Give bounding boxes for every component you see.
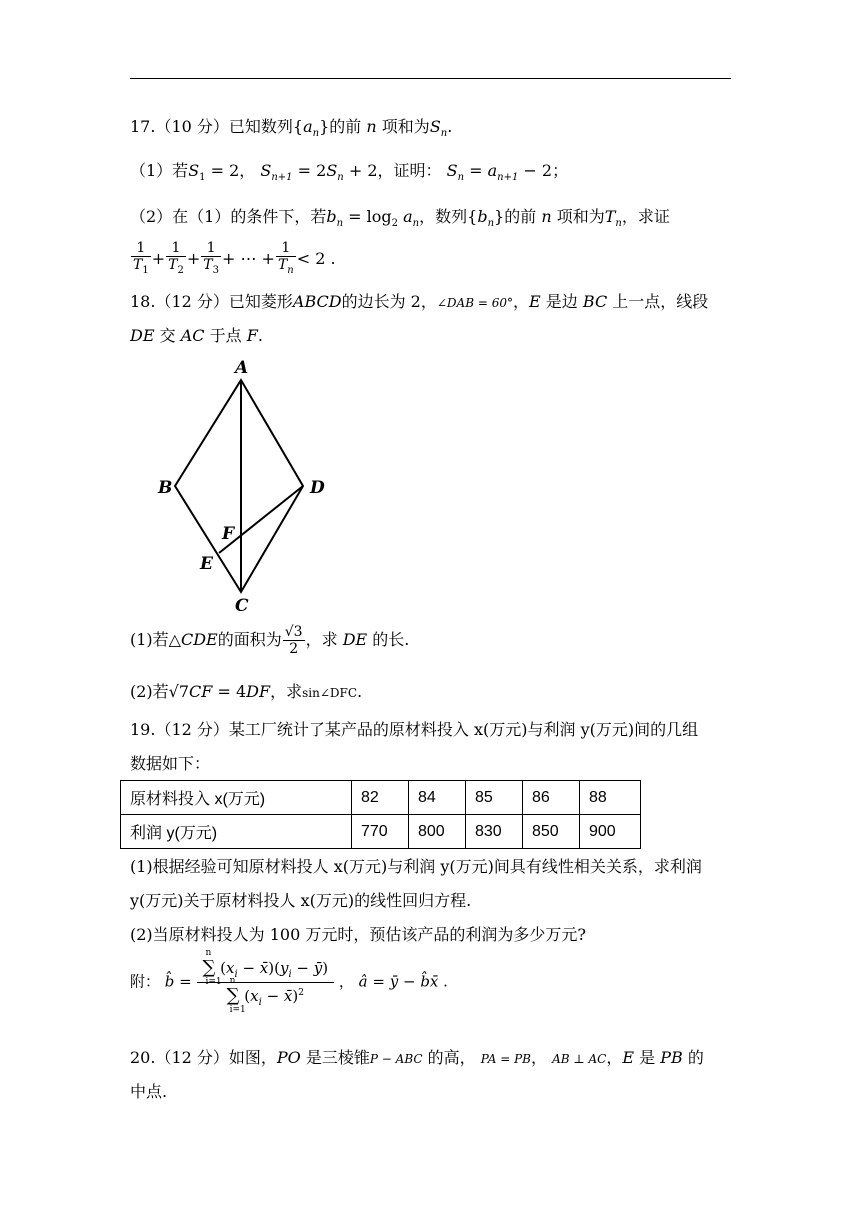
q17-part1: （1）若$S_1 = 2$， $S_{n+1} = 2S_n + 2$，证明： $S_n = a_{n+1} - 2$； [130,161,569,184]
rhombus-diagram [150,355,340,620]
q17-part2: （2）在（1）的条件下，若$b_n = \log_2 a_n$，数列$\{b_n\}$的前 n 项和为$T_n$，求证 [130,207,670,230]
table-row [121,781,641,815]
label-A: A [235,358,249,378]
table-cell: 830 [466,815,523,849]
q20-line1: 20.（12 分）如图，PO 是三棱锥P − ABC 的高， PA = PB， AB ⊥ AC，E 是 PB 的 [130,1048,704,1067]
table-cell: 86 [523,781,580,815]
q18-part2: (2)若√7CF = 4DF，求sin∠DFC. [130,682,363,701]
q17-inequality: $\frac{1}{T_1}$ + $\frac{1}{T_2}$ + $\frac{1}{T_3}$ + ⋯ + $\frac{1}{T_n}$ < 2 . [133,240,336,276]
q19-part2: (2)当原材料投人为 100 万元时，预估该产品的利润为多少万元? [130,925,586,944]
table-cell: 88 [580,781,641,815]
row-label: 原材料投入 x(万元) [121,781,352,815]
q18-part1: (1)若△CDE的面积为 $\frac{√3}{2}$ ，求 DE 的长. [130,624,410,657]
label-C: C [235,596,249,616]
q19-part1b: y(万元)关于原材料投人 x(万元)的线性回归方程. [130,891,472,910]
regression-formula: 附： b̂ = ∑ n i=1 ($x_i$ − $x̄)(y_i$ − ȳ) ∑ n i=1 ($x_i$ − x̄)$^2$ ， â = ȳ − b̂x̄ . [130,948,448,1015]
q19-line1: 19.（12 分）某工厂统计了某产品的原材料投入 x(万元)与利润 y(万元)间的几组 [130,720,699,739]
q20-line2: 中点. [130,1082,168,1101]
table-cell: 770 [352,815,409,849]
table-cell: 84 [409,781,466,815]
header-rule [130,78,731,79]
table-cell: 82 [352,781,409,815]
table-cell: 800 [409,815,466,849]
table-cell: 900 [580,815,641,849]
q19-part1a: (1)根据经验可知原材料投人 x(万元)与利润 y(万元)间具有线性相关关系，求利润 [130,857,702,876]
q19-line2: 数据如下： [130,754,211,773]
table-cell: 85 [466,781,523,815]
label-E: E [200,554,213,574]
q18-line2: DE 交 AC 于点 F. [130,326,263,345]
label-D: D [310,478,325,498]
table-row [121,815,641,849]
data-table [120,780,641,849]
q18-line1: 18.（12 分）已知菱形ABCD的边长为 2，∠DAB = 60°，E 是边 BC 上一点，线段 [130,292,709,311]
table-cell: 850 [523,815,580,849]
label-B: B [158,478,173,498]
label-F: F [222,524,235,544]
row-label: 利润 y(万元) [121,815,352,849]
q17-line1: 17.（10 分）已知数列$\{a_n\}$的前 n 项和为$S_n$. [130,117,453,140]
